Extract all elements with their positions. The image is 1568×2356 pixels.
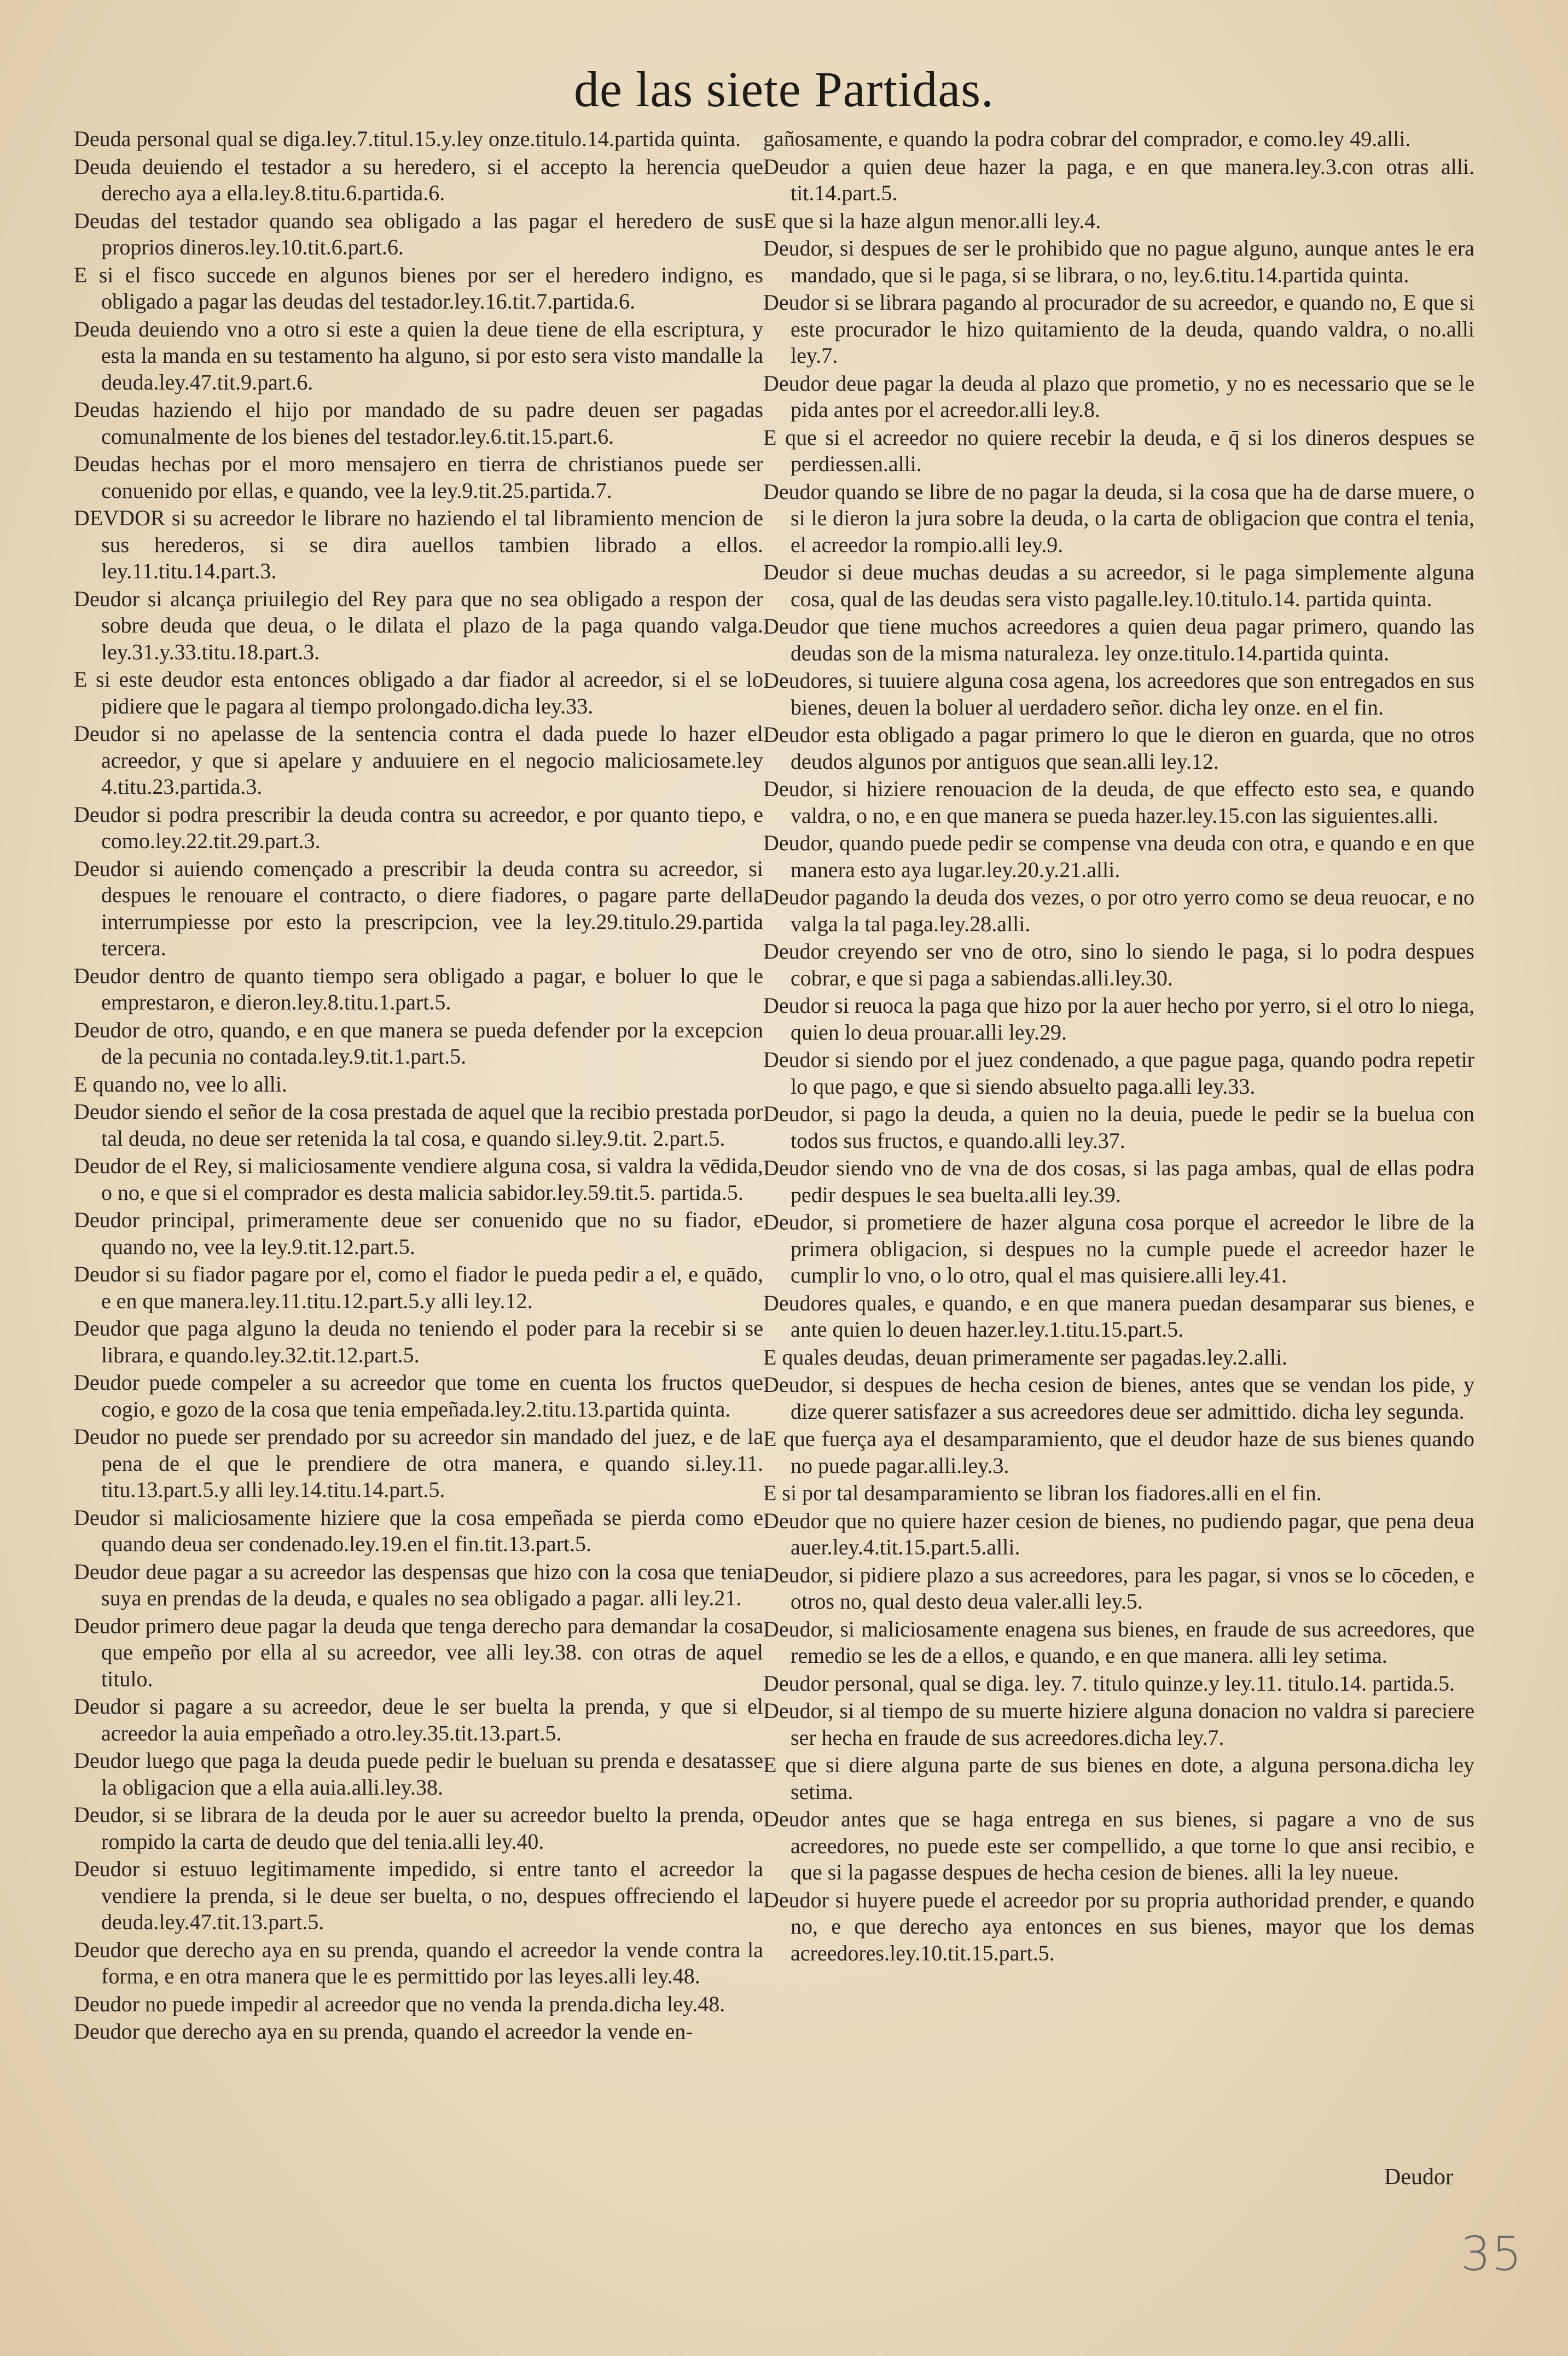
index-entry: Deuda deuiendo el testador a su heredero, si el accepto la herencia que derecho aya a ella.ley.8.titu.6.partida.6. — [74, 154, 763, 205]
index-entry: Deudor, si se librara de la deuda por le auer su acreedor buelto la prenda, o rompido la carta de deudo que del tenia.alli ley.40. — [74, 1802, 763, 1854]
index-entry: Deudor que paga alguno la deuda no teniendo el poder para la recebir si se librara, e quando.ley.32.tit.12.part.5. — [74, 1316, 763, 1367]
index-entry: Deudor si reuoca la paga que hizo por la auer hecho por yerro, si el otro lo niega, quien lo deua prouar.alli ley.29. — [763, 993, 1474, 1044]
left-column — [74, 126, 763, 2046]
index-entry: Deudor que derecho aya en su prenda, quando el acreedor la vende contra la forma, e en otra manera que le es permittido por las leyes.alli ley.48. — [74, 1937, 763, 1988]
index-entry: Deudor principal, primeramente deue ser conuenido que no su fiador, e quando no, vee la ley.9.tit.12.part.5. — [74, 1208, 763, 1259]
index-entry: Deudor personal, qual se diga. ley. 7. titulo quinze.y ley.11. titulo.14. partida.5. — [763, 1670, 1455, 1696]
index-entry: Deudor de el Rey, si maliciosamente vendiere alguna cosa, si valdra la vēdida, o no, e que si el comprador es desta malicia sabidor.ley.59.tit.5. partida.5. — [74, 1153, 763, 1205]
index-entry: Deudor de otro, quando, e en que manera se pueda defender por la excepcion de la pecunia no contada.ley.9.tit.1.part.5. — [74, 1017, 763, 1069]
index-entry: Deudor si se librara pagando al procurador de su acreedor, e quando no, E que si este procurador le hizo quitamiento de la deuda, quando valdra, o no.alli ley.7. — [763, 290, 1474, 368]
index-entry: Deudor pagando la deuda dos vezes, o por otro yerro como se deua reuocar, e no valga la tal paga.ley.28.alli. — [763, 885, 1474, 936]
index-entry: Deudor siendo vno de vna de dos cosas, si las paga ambas, qual de ellas podra pedir despues le sea buelta.alli ley.39. — [763, 1156, 1474, 1207]
index-entry: DEVDOR si su acreedor le librare no haziendo el tal libramiento mencion de sus herederos, si se dira auellos tambien librado a ellos. ley.11.titu.14.part.3. — [74, 506, 763, 583]
index-entry: E quando no, vee lo alli. — [74, 1071, 287, 1096]
index-entry: Deudor si huyere puede el acreedor por su propria authoridad prender, e quando no, e que derecho aya entonces en sus bienes, mayor que los demas acreedores.ley.10.tit.15.part.5. — [763, 1887, 1474, 1965]
index-entry: Deudor, si pago la deuda, a quien no la deuia, puede le pedir se la buelua con todos sus fructos, e quando.alli ley.37. — [763, 1101, 1474, 1153]
index-entry: Deudor a quien deue hazer la paga, e en que manera.ley.3.con otras alli. tit.14.part.5. — [763, 154, 1474, 205]
index-entry: Deudor si deue muchas deudas a su acreedor, si le paga simplemente alguna cosa, qual de las deudas sera visto pagalle.ley.10.titulo.14. partida quinta. — [763, 560, 1474, 611]
catchword: Deudor — [1384, 2164, 1453, 2190]
index-entry: Deudor, si despues de ser le prohibido que no pague alguno, aunque antes le era mandado, que si le paga, si se librara, o no, ley.6.titu.14.partida quinta. — [763, 236, 1474, 287]
index-entry: Deudor que derecho aya en su prenda, quando el acreedor la vende en- — [74, 2019, 693, 2044]
index-entry: Deudor primero deue pagar la deuda que tenga derecho para demandar la cosa que empeño por ella al su acreedor, vee alli ley.38. con otras de aquel titulo. — [74, 1613, 763, 1691]
index-entry: Deudor si su fiador pagare por el, como el fiador le pueda pedir a el, e quādo, e en que manera.ley.11.titu.12.part.5.y alli ley.12. — [74, 1262, 763, 1313]
index-entry: E si por tal desamparamiento se libran los fiadores.alli en el fin. — [763, 1481, 1322, 1505]
index-entry: Deudor quando se libre de no pagar la deuda, si la cosa que ha de darse muere, o si le dieron la jura sobre la deuda, o la carta de obligacion que contra el tenia, el acreedor la rompio.alli ley.9. — [763, 479, 1474, 557]
index-entry: Deudores quales, e quando, e en que manera puedan desamparar sus bienes, e ante quien lo deuen hazer.ley.1.titu.15.part.5. — [763, 1290, 1474, 1342]
index-entry: gañosamente, e quando la podra cobrar del comprador, e como.ley 49.alli. — [763, 126, 1411, 151]
folio-number: 35 — [1461, 2227, 1523, 2282]
index-entry: Deudor si estuuo legitimamente impedido, si entre tanto el acreedor la vendiere la prenda, si le deue ser buelta, o no, despues offreciendo el la deuda.ley.47.tit.13.part.5. — [74, 1856, 763, 1934]
index-entry: Deudor puede compeler a su acreedor que tome en cuenta los fructos que cogio, e gozo de la cosa que tenia empeñada.ley.2.titu.13.partida quinta. — [74, 1370, 763, 1421]
index-entry: Deudor si auiendo començado a prescribir la deuda contra su acreedor, si despues le renouare el contracto, o diere fiadores, o pagare parte della interrumpiesse por esto la prescripcion, vee la ley.29.titulo.29.partida tercera. — [74, 856, 763, 960]
index-entry: E quales deudas, deuan primeramente ser pagadas.ley.2.alli. — [763, 1344, 1288, 1370]
index-entry: Deuda deuiendo vno a otro si este a quien la deue tiene de ella escriptura, y esta la manda en su testamento ha alguno, si por esto sera visto mandalle la deuda.ley.47.tit.9.part.6. — [74, 316, 763, 394]
index-entry: Deudas del testador quando sea obligado a las pagar el heredero de sus proprios dineros.ley.10.tit.6.part.6. — [74, 208, 763, 259]
index-entry: Deudor si siendo por el juez condenado, a que pague paga, quando podra repetir lo que pago, e que si siendo absuelto paga.alli ley.33. — [763, 1047, 1474, 1099]
index-entry: Deudor si podra prescribir la deuda contra su acreedor, e por quanto tiepo, e como.ley.22.tit.29.part.3. — [74, 802, 763, 853]
index-entry: Deudor dentro de quanto tiempo sera obligado a pagar, e boluer lo que le emprestaron, e dieron.ley.8.titu.1.part.5. — [74, 963, 763, 1014]
index-entry: Deudor luego que paga la deuda puede pedir le bueluan su prenda e desatasse la obligacion que a ella auia.alli.ley.38. — [74, 1748, 763, 1800]
index-entry: Deuda personal qual se diga.ley.7.titul.15.y.ley onze.titulo.14.partida quinta. — [74, 126, 741, 151]
index-entry: Deudor, si pidiere plazo a sus acreedores, para les pagar, si vnos se lo cōceden, e otros no, qual desto deua valer.alli ley.5. — [763, 1562, 1474, 1614]
index-entry: Deudor, quando puede pedir se compense vna deuda con otra, e quando e en que manera esto aya lugar.ley.20.y.21.alli. — [763, 831, 1474, 882]
right-column — [763, 126, 1474, 1968]
index-entry: Deudas haziendo el hijo por mandado de su padre deuen ser pagadas comunalmente de los bienes del testador.ley.6.tit.15.part.6. — [74, 397, 763, 449]
index-entry: E si este deudor esta entonces obligado a dar fiador al acreedor, si el se lo pidiere que le pagara al tiempo prolongado.dicha ley.33. — [74, 667, 763, 718]
index-entry: Deudor que no quiere hazer cesion de bienes, no pudiendo pagar, que pena deua auer.ley.4.tit.15.part.5.alli. — [763, 1508, 1474, 1559]
index-entry: Deudor deue pagar a su acreedor las despensas que hizo con la cosa que tenia suya en prendas de la deuda, e quales no sea obligado a pagar. alli ley.21. — [74, 1559, 763, 1610]
index-entry: Deudor, si prometiere de hazer alguna cosa porque el acreedor le libre de la primera obligacion, si despues no la cumple puede el acreedor hazer le cumplir lo vno, o lo otro, qual el mas quisiere.alli ley.41. — [763, 1210, 1474, 1287]
index-entry: E que si diere alguna parte de sus bienes en dote, a alguna persona.dicha ley setima. — [763, 1753, 1474, 1804]
index-entry: Deudor si pagare a su acreedor, deue le ser buelta la prenda, y que si el acreedor la auia empeñado a otro.ley.35.tit.13.part.5. — [74, 1694, 763, 1745]
index-entry: Deudor si no apelasse de la sentencia contra el dada puede lo hazer el acreedor, y que si apelare y anduuiere en el negocio maliciosamete.ley 4.titu.23.partida.3. — [74, 721, 763, 799]
index-entry: E si el fisco succede en algunos bienes por ser el heredero indigno, es obligado a pagar las deudas del testador.ley.16.tit.7.partida.6. — [74, 262, 763, 314]
index-entry: Deudor deue pagar la deuda al plazo que prometio, y no es necessario que se le pida antes por el acreedor.alli ley.8. — [763, 370, 1474, 422]
running-header: de las siete Partidas. — [573, 61, 995, 117]
index-entry: Deudor, si al tiempo de su muerte hiziere alguna donacion no valdra si pareciere ser hecha en fraude de sus acreedores.dicha ley.7. — [763, 1698, 1474, 1750]
index-entry: Deudor, si despues de hecha cesion de bienes, antes que se vendan los pide, y dize querer satisfazer a sus acreedores deue ser admittido. dicha ley segunda. — [763, 1372, 1474, 1424]
index-entry: Deudor no puede ser prendado por su acreedor sin mandado del juez, e de la pena de el que le prendiere de otra manera, e quando si.ley.11. titu.13.part.5.y alli ley.14.titu.14.part.5. — [74, 1424, 763, 1502]
index-entry: E que si el acreedor no quiere recebir la deuda, e q̄ si los dineros despues se perdiessen.alli. — [763, 425, 1474, 476]
index-entry: Deudor, si maliciosamente enagena sus bienes, en fraude de sus acreedores, que remedio se les de a ellos, e quando, e en que manera. alli ley setima. — [763, 1616, 1474, 1668]
index-entry: Deudor esta obligado a pagar primero lo que le dieron en guarda, que no otros deudos algunos por antiguos que sean.alli ley.12. — [763, 722, 1474, 774]
index-entry: Deudor si maliciosamente hiziere que la cosa empeñada se pierda como e quando deua ser condenado.ley.19.en el fin.tit.13.part.5. — [74, 1505, 763, 1556]
index-entry: Deudores, si tuuiere alguna cosa agena, los acreedores que son entregados en sus bienes, deuen la boluer al uerdadero señor. dicha ley onze. en el fin. — [763, 668, 1474, 719]
index-entry: Deudor si alcança priuilegio del Rey para que no sea obligado a respon der sobre deuda que deua, o le dilata el plazo de la paga quando valga. ley.31.y.33.titu.18.part.3. — [74, 586, 763, 664]
index-entry: Deudor siendo el señor de la cosa prestada de aquel que la recibio prestada por tal deuda, no deue ser retenida la tal cosa, e quando si.ley.9.tit. 2.part.5. — [74, 1099, 763, 1151]
index-entry: Deudor que tiene muchos acreedores a quien deua pagar primero, quando las deudas son de la misma naturaleza. ley onze.titulo.14.partida quinta. — [763, 614, 1474, 665]
index-entry: E que si la haze algun menor.alli ley.4. — [763, 208, 1101, 233]
index-entry: Deudor creyendo ser vno de otro, sino lo siendo le paga, si lo podra despues cobrar, e que si paga a sabiendas.alli.ley.30. — [763, 939, 1474, 990]
index-entry: Deudor, si hiziere renouacion de la deuda, de que effecto esto sea, e quando valdra, o no, e en que manera se pueda hazer.ley.15.con las siguientes.alli. — [763, 776, 1474, 828]
index-entry: Deudor antes que se haga entrega en sus bienes, si pagare a vno de sus acreedores, no puede este ser compellido, a que torne lo que ansi recibio, e que si la pagasse despues de hecha cesion de bienes. alli la ley nueue. — [763, 1807, 1474, 1884]
index-entry: Deudas hechas por el moro mensajero en tierra de christianos puede ser conuenido por ellas, e quando, vee la ley.9.tit.25.partida.7. — [74, 451, 763, 503]
index-entry: E que fuerça aya el desamparamiento, que el deudor haze de sus bienes quando no puede pagar.alli.ley.3. — [763, 1426, 1474, 1478]
index-entry: Deudor no puede impedir al acreedor que no venda la prenda.dicha ley.48. — [74, 1991, 725, 2016]
